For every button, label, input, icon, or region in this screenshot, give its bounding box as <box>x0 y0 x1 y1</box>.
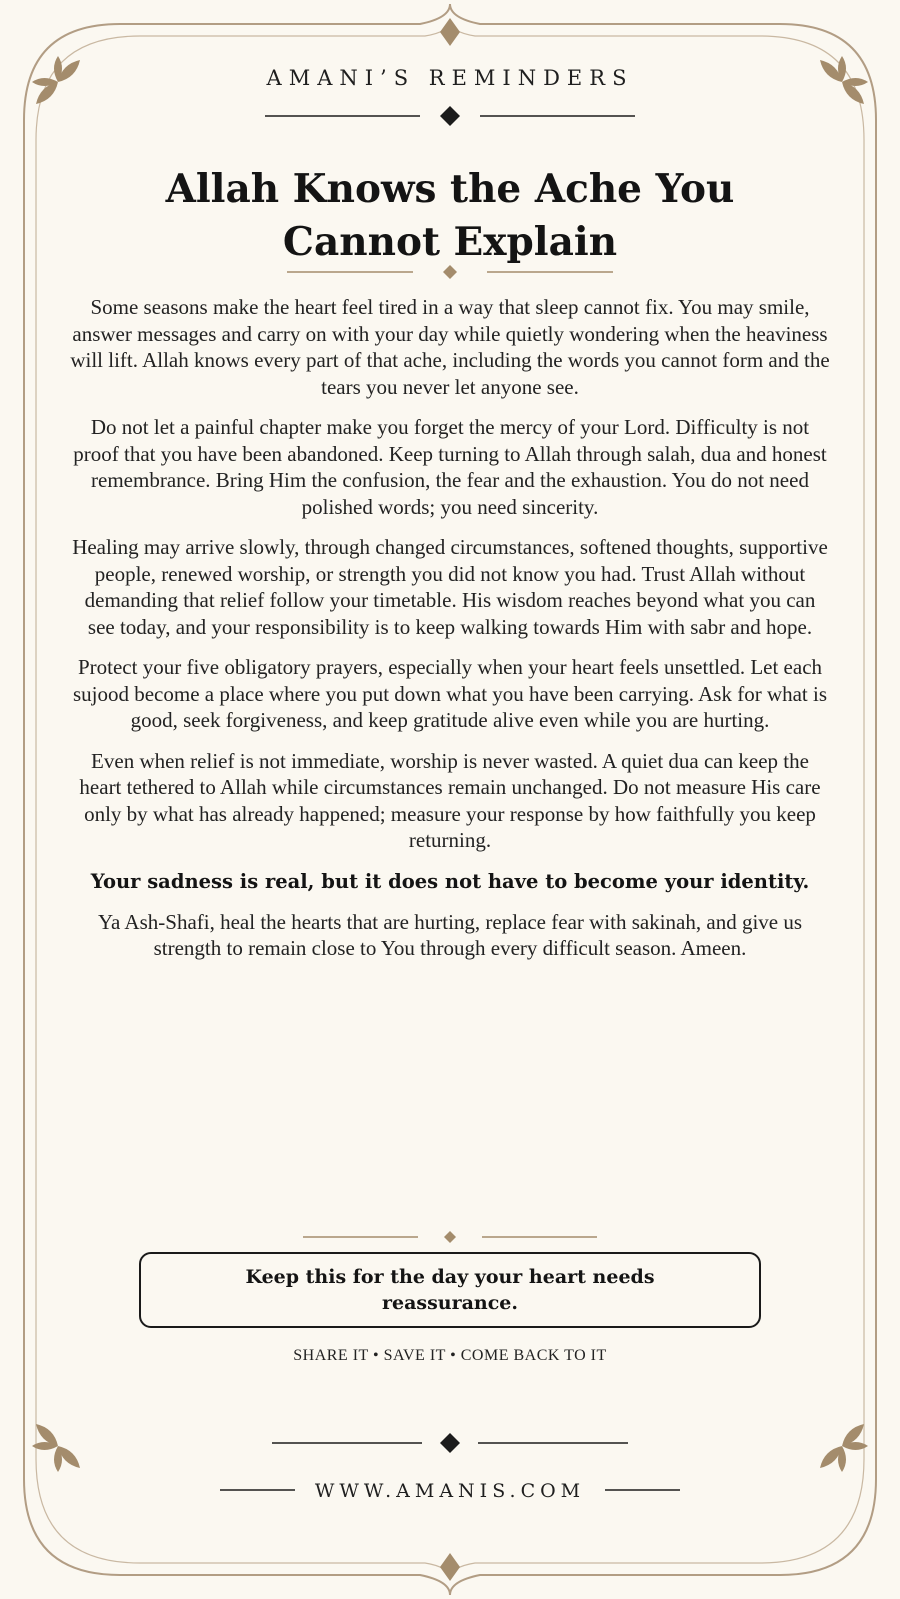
paragraph: Protect your five obligatory prayers, especially when your heart feels unsettled. Let each sujood become a place where you put down what you have been carrying. Ask for what is good, seek forgiveness, and keep gratitude alive even while you are hurting. <box>72 655 828 732</box>
paragraph: Healing may arrive slowly, through changed circumstances, softened thoughts, supportive people, renewed worship, or strength you did not know you had. Trust Allah without demanding that relief follow your timetable. His wisdom reaches beyond what you can see today, and your responsibility is to keep walking towards Him with sabr and hope. <box>72 535 828 639</box>
page-title: Allah Knows the Ache You Cannot Explain <box>165 166 735 265</box>
callout-box <box>139 1252 761 1328</box>
paragraph: Some seasons make the heart feel tired in a way that sleep cannot fix. You may smile, answer messages and carry on with your day while quietly wondering when the heaviness will lift. Allah knows every part of that ache, including the words you cannot form and the tears you never let anyone see. <box>70 295 830 399</box>
callout-text: Keep this for the day your heart needs reassurance. <box>245 1266 655 1314</box>
paragraph: Even when relief is not immediate, worship is never wasted. A quiet dua can keep the heart tethered to Allah while circumstances remain unchanged. Do not measure His care only by what has already happened; measure your response by how faithfully you keep returning. <box>79 748 821 852</box>
dua-paragraph: Ya Ash-Shafi, heal the hearts that are hurting, replace fear with sakinah, and give us strength to remain close to You through every difficult season. Ameen. <box>97 909 803 960</box>
website-url: WWW.AMANIS.COM <box>314 1480 586 1502</box>
paragraph: Do not let a painful chapter make you forget the mercy of your Lord. Difficulty is not proof that you have been abandoned. Keep turning to Allah through salah, dua and honest remembrance. Bring Him the confusion, the fear and the exhaustion. You do not need polished words; you need sincerity. <box>73 415 827 519</box>
brand-name: AMANI’S REMINDERS <box>266 66 634 90</box>
article-body <box>70 294 830 976</box>
share-save-prompt: SHARE IT • SAVE IT • COME BACK TO IT <box>293 1347 607 1364</box>
emphasis-statement: Your sadness is real, but it does not have to become your identity. <box>90 869 810 893</box>
